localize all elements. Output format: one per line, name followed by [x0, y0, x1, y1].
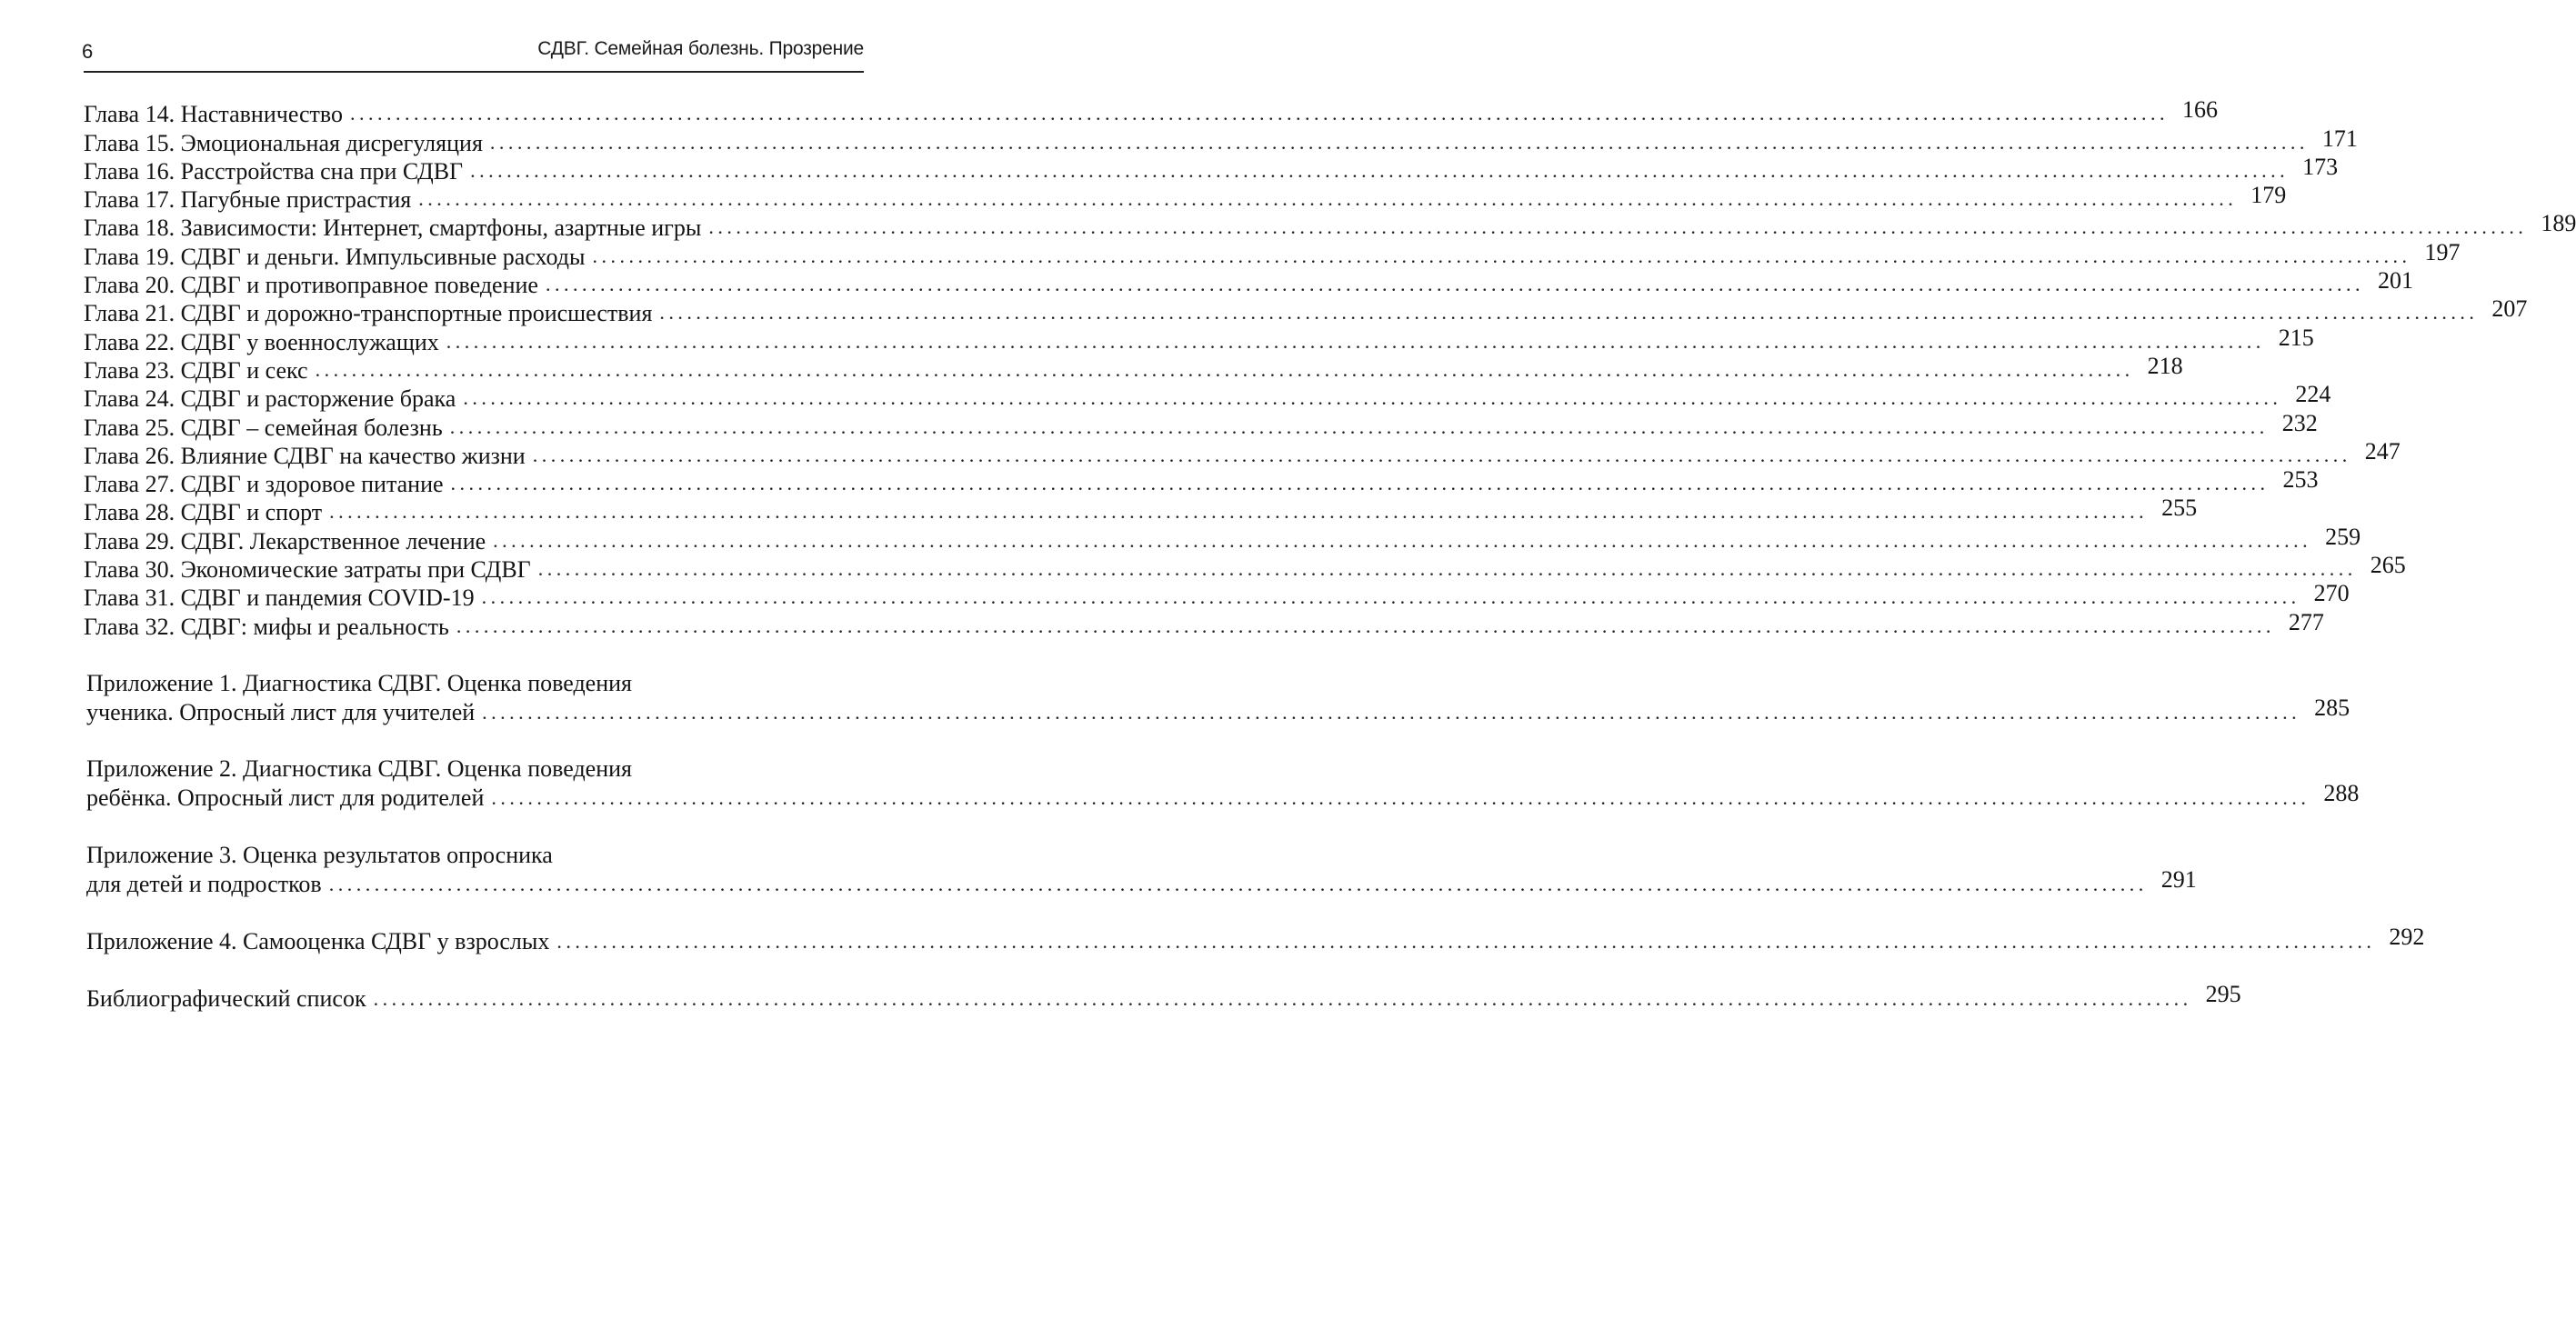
table-of-contents [84, 96, 2576, 641]
toc-entry-title: Глава 30. Экономические затраты при СДВГ [84, 556, 531, 584]
toc-entry [84, 96, 2219, 128]
toc-appendix-page: 291 [2160, 866, 2197, 893]
toc-entry-title: Глава 24. СДВГ и расторжение брака [84, 385, 456, 413]
toc-entry-page: 277 [2288, 608, 2324, 635]
dot-leader: ........................................................................................................................................................................................................ [482, 701, 2301, 724]
toc-entry [84, 580, 2350, 612]
dot-leader: ........................................................................................................................................................................................................ [456, 614, 2275, 637]
toc-entry-page: 218 [2147, 352, 2183, 379]
toc-appendix-entry [86, 754, 2360, 813]
toc-entry-page: 197 [2424, 238, 2461, 265]
toc-appendix-title-line: Приложение 2. Диагностика СДВГ. Оценка поведения [86, 755, 632, 782]
dot-leader: ........................................................................................................................................................................................................ [489, 130, 2309, 154]
toc-entry-page: 247 [2364, 437, 2401, 465]
toc-appendix-title-line: Приложение 1. Диагностика СДВГ. Оценка поведения [86, 670, 632, 696]
dot-leader: ........................................................................................................................................................................................................ [450, 472, 2270, 495]
dot-leader: ........................................................................................................................................................................................................ [373, 987, 2192, 1010]
toc-appendix-page: 295 [2205, 981, 2241, 1007]
toc-entry-title: Глава 20. СДВГ и противоправное поведение [84, 272, 538, 299]
toc-appendix-entry [86, 924, 2425, 956]
dot-leader: ........................................................................................................................................................................................................ [493, 528, 2312, 552]
toc-entry-title: Глава 21. СДВГ и дорожно-транспортные происшествия [84, 300, 653, 327]
toc-entry-page: 265 [2370, 552, 2406, 579]
dot-leader: ........................................................................................................................................................................................................ [315, 357, 2134, 381]
toc-entry-title: Глава 27. СДВГ и здоровое питание [84, 471, 444, 498]
toc-appendix-title-line: Приложение 4. Самооценка СДВГ у взрослых [86, 928, 550, 954]
dot-leader: ........................................................................................................................................................................................................ [463, 386, 2282, 410]
header-rule [84, 71, 864, 73]
toc-entry [84, 352, 2183, 385]
toc-entry-title: Глава 15. Эмоциональная дисрегуляция [84, 129, 483, 156]
toc-appendix-title-line: ребёнка. Опросный лист для родителей [86, 784, 485, 811]
toc-entry-page: 173 [2302, 153, 2339, 180]
toc-appendix-title-line: Приложение 3. Оценка результатов опросника [86, 842, 553, 868]
dot-leader: ........................................................................................................................................................................................................ [537, 557, 2357, 581]
dot-leader: ........................................................................................................................................................................................................ [491, 786, 2310, 809]
dot-leader: ........................................................................................................................................................................................................ [418, 187, 2238, 211]
toc-entry [84, 267, 2413, 299]
toc-entry [84, 153, 2339, 185]
toc-appendix-entry [86, 669, 2350, 727]
dot-leader: ........................................................................................................................................................................................................ [708, 215, 2528, 239]
toc-entry-title: Глава 16. Расстройства сна при СДВГ [84, 157, 464, 185]
toc-entry [84, 552, 2406, 584]
toc-entry-page: 171 [2321, 125, 2358, 152]
toc-entry-title: Глава 18. Зависимости: Интернет, смартфоны, азартные игры [84, 215, 702, 242]
toc-entry [84, 495, 2198, 526]
dot-leader: ........................................................................................................................................................................................................ [350, 102, 2170, 125]
toc-entry-title: Глава 25. СДВГ – семейная болезнь [84, 414, 443, 441]
toc-entry-title: Глава 22. СДВГ у военнослужащих [84, 328, 439, 355]
toc-entry-page: 179 [2250, 182, 2287, 209]
dot-leader: ........................................................................................................................................................................................................ [446, 329, 2265, 353]
dot-leader: ........................................................................................................................................................................................................ [592, 244, 2411, 267]
toc-entry [84, 182, 2287, 214]
toc-entry-title: Глава 29. СДВГ. Лекарственное лечение [84, 527, 486, 555]
toc-entry-title: Глава 28. СДВГ и спорт [84, 499, 323, 526]
toc-entry-title: Глава 26. Влияние СДВГ на качество жизни [84, 442, 526, 469]
toc-entry-page: 201 [2377, 267, 2413, 295]
toc-appendix-title-line: ученика. Опросный лист для учителей [86, 699, 476, 725]
toc-bibliography-entry [86, 981, 2241, 1014]
dot-leader: ........................................................................................................................................................................................................ [329, 500, 2149, 524]
page-header [0, 0, 909, 76]
toc-entry-title: Глава 32. СДВГ: мифы и реальность [84, 613, 449, 640]
toc-entry-page: 207 [2491, 295, 2528, 323]
toc-entry-title: Глава 31. СДВГ и пандемия COVID-19 [84, 585, 475, 612]
dot-leader: ........................................................................................................................................................................................................ [556, 930, 2376, 953]
dot-leader: ........................................................................................................................................................................................................ [545, 273, 2364, 296]
toc-entry [84, 125, 2358, 156]
running-title: СДВГ. Семейная болезнь. Прозрение [537, 38, 864, 59]
toc-entry-page: 224 [2295, 381, 2331, 408]
toc-appendix-page: 288 [2323, 780, 2360, 806]
dot-leader: ........................................................................................................................................................................................................ [449, 415, 2269, 438]
dot-leader: ........................................................................................................................................................................................................ [532, 443, 2351, 466]
toc-entry-page: 255 [2161, 495, 2198, 522]
toc-entry-title: Глава 17. Пагубные пристрастия [84, 186, 412, 214]
toc-entry-page: 259 [2325, 523, 2361, 550]
toc-entry [84, 238, 2461, 270]
dot-leader: ........................................................................................................................................................................................................ [470, 158, 2290, 182]
toc-appendix-title-line: для детей и подростков [86, 871, 322, 897]
toc-entry [84, 324, 2314, 355]
toc-entry [84, 210, 2576, 242]
dot-leader: ........................................................................................................................................................................................................ [659, 301, 2479, 325]
toc-entry-page: 270 [2313, 580, 2350, 607]
toc-appendix-entry [86, 841, 2197, 899]
page-number: 6 [82, 40, 94, 63]
toc-entry-title: Глава 14. Наставничество [84, 101, 344, 128]
toc-entry [84, 608, 2324, 640]
toc-entry-title: Глава 19. СДВГ и деньги. Импульсивные расходы [84, 243, 586, 270]
toc-entry-title: Глава 23. СДВГ и секс [84, 356, 308, 384]
toc-entry-page: 215 [2278, 324, 2314, 351]
toc-appendix-page: 292 [2389, 924, 2425, 950]
toc-entry-page: 166 [2182, 96, 2219, 124]
toc-appendix-title-line: Библиографический список [86, 985, 366, 1012]
toc-entry [84, 381, 2331, 413]
dot-leader: ........................................................................................................................................................................................................ [328, 873, 2148, 895]
toc-entry [84, 466, 2319, 498]
toc-entry [84, 437, 2401, 470]
toc-entry-page: 232 [2281, 409, 2318, 436]
toc-entry-page: 253 [2282, 466, 2319, 494]
toc-appendix-page: 285 [2314, 694, 2350, 721]
toc-entry-page: 189 [2541, 210, 2576, 237]
toc-entry [84, 523, 2361, 555]
dot-leader: ........................................................................................................................................................................................................ [481, 585, 2300, 609]
toc-entry [84, 409, 2318, 441]
toc-entry [84, 295, 2528, 327]
